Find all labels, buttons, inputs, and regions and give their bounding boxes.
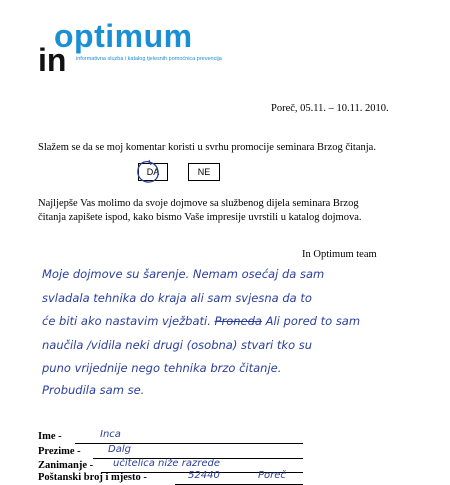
team-signature: In Optimum team — [302, 249, 377, 260]
request-line-2: čitanja zapišete ispod, kako bismo Vaše impresije uvrstili u katalog dojmova. — [38, 212, 362, 223]
no-label: NE — [197, 167, 211, 177]
comment-line-3 — [42, 314, 360, 328]
comment-struck-word: Proneda — [214, 314, 262, 328]
comment-line-5: puno vrijednije nego tehnika brzo čitanje. — [42, 361, 282, 375]
occupation-value[interactable]: učitelica niže razrede — [113, 458, 220, 469]
surname-label: Prezime - — [38, 446, 81, 457]
name-label: Ime - — [38, 431, 62, 442]
comment-line-3-start: će biti ako nastavim vježbati. — [42, 314, 211, 328]
city-value[interactable]: Poreč — [258, 470, 286, 481]
name-value[interactable]: Inca — [100, 429, 121, 440]
yes-circle-mark — [135, 159, 161, 185]
yes-label: DA — [146, 167, 160, 177]
surname-value[interactable]: Dalg — [108, 444, 131, 455]
place-date: Poreč, 05.11. – 10.11. 2010. — [271, 103, 389, 114]
no-checkbox[interactable] — [188, 163, 220, 181]
request-line-1: Najljepše Vas molimo da svoje dojmove sa službenog dijela seminara Brzog — [38, 198, 359, 209]
comment-line-2: svladala tehnika do kraja ali sam svjesna da to — [42, 291, 312, 305]
comment-line-4: naučila /vidila neki drugi (osobna) stvari tko su — [42, 338, 313, 352]
occupation-label: Zanimanje - — [38, 460, 94, 471]
comment-line-3-end: Ali pored to sam — [265, 314, 361, 328]
consent-text: Slažem se da se moj komentar koristi u svrhu promocije seminara Brzog čitanja. — [38, 142, 376, 153]
comment-line-6: Probudila sam se. — [42, 383, 145, 397]
in-optimum-logo — [38, 16, 298, 76]
logo-optimum-text: optimum — [54, 18, 193, 54]
logo-tagline: informativna sluzba i katalog tjelesnih pomoćnica prevencija — [76, 56, 222, 62]
postal-code-value[interactable]: 52440 — [188, 470, 220, 481]
logo-in-text: in — [38, 42, 67, 78]
comment-line-1: Moje dojmove su šarenje. Nemam osećaj da sam — [42, 267, 325, 281]
postal-label: Poštanski broj i mjesto - — [38, 472, 147, 483]
